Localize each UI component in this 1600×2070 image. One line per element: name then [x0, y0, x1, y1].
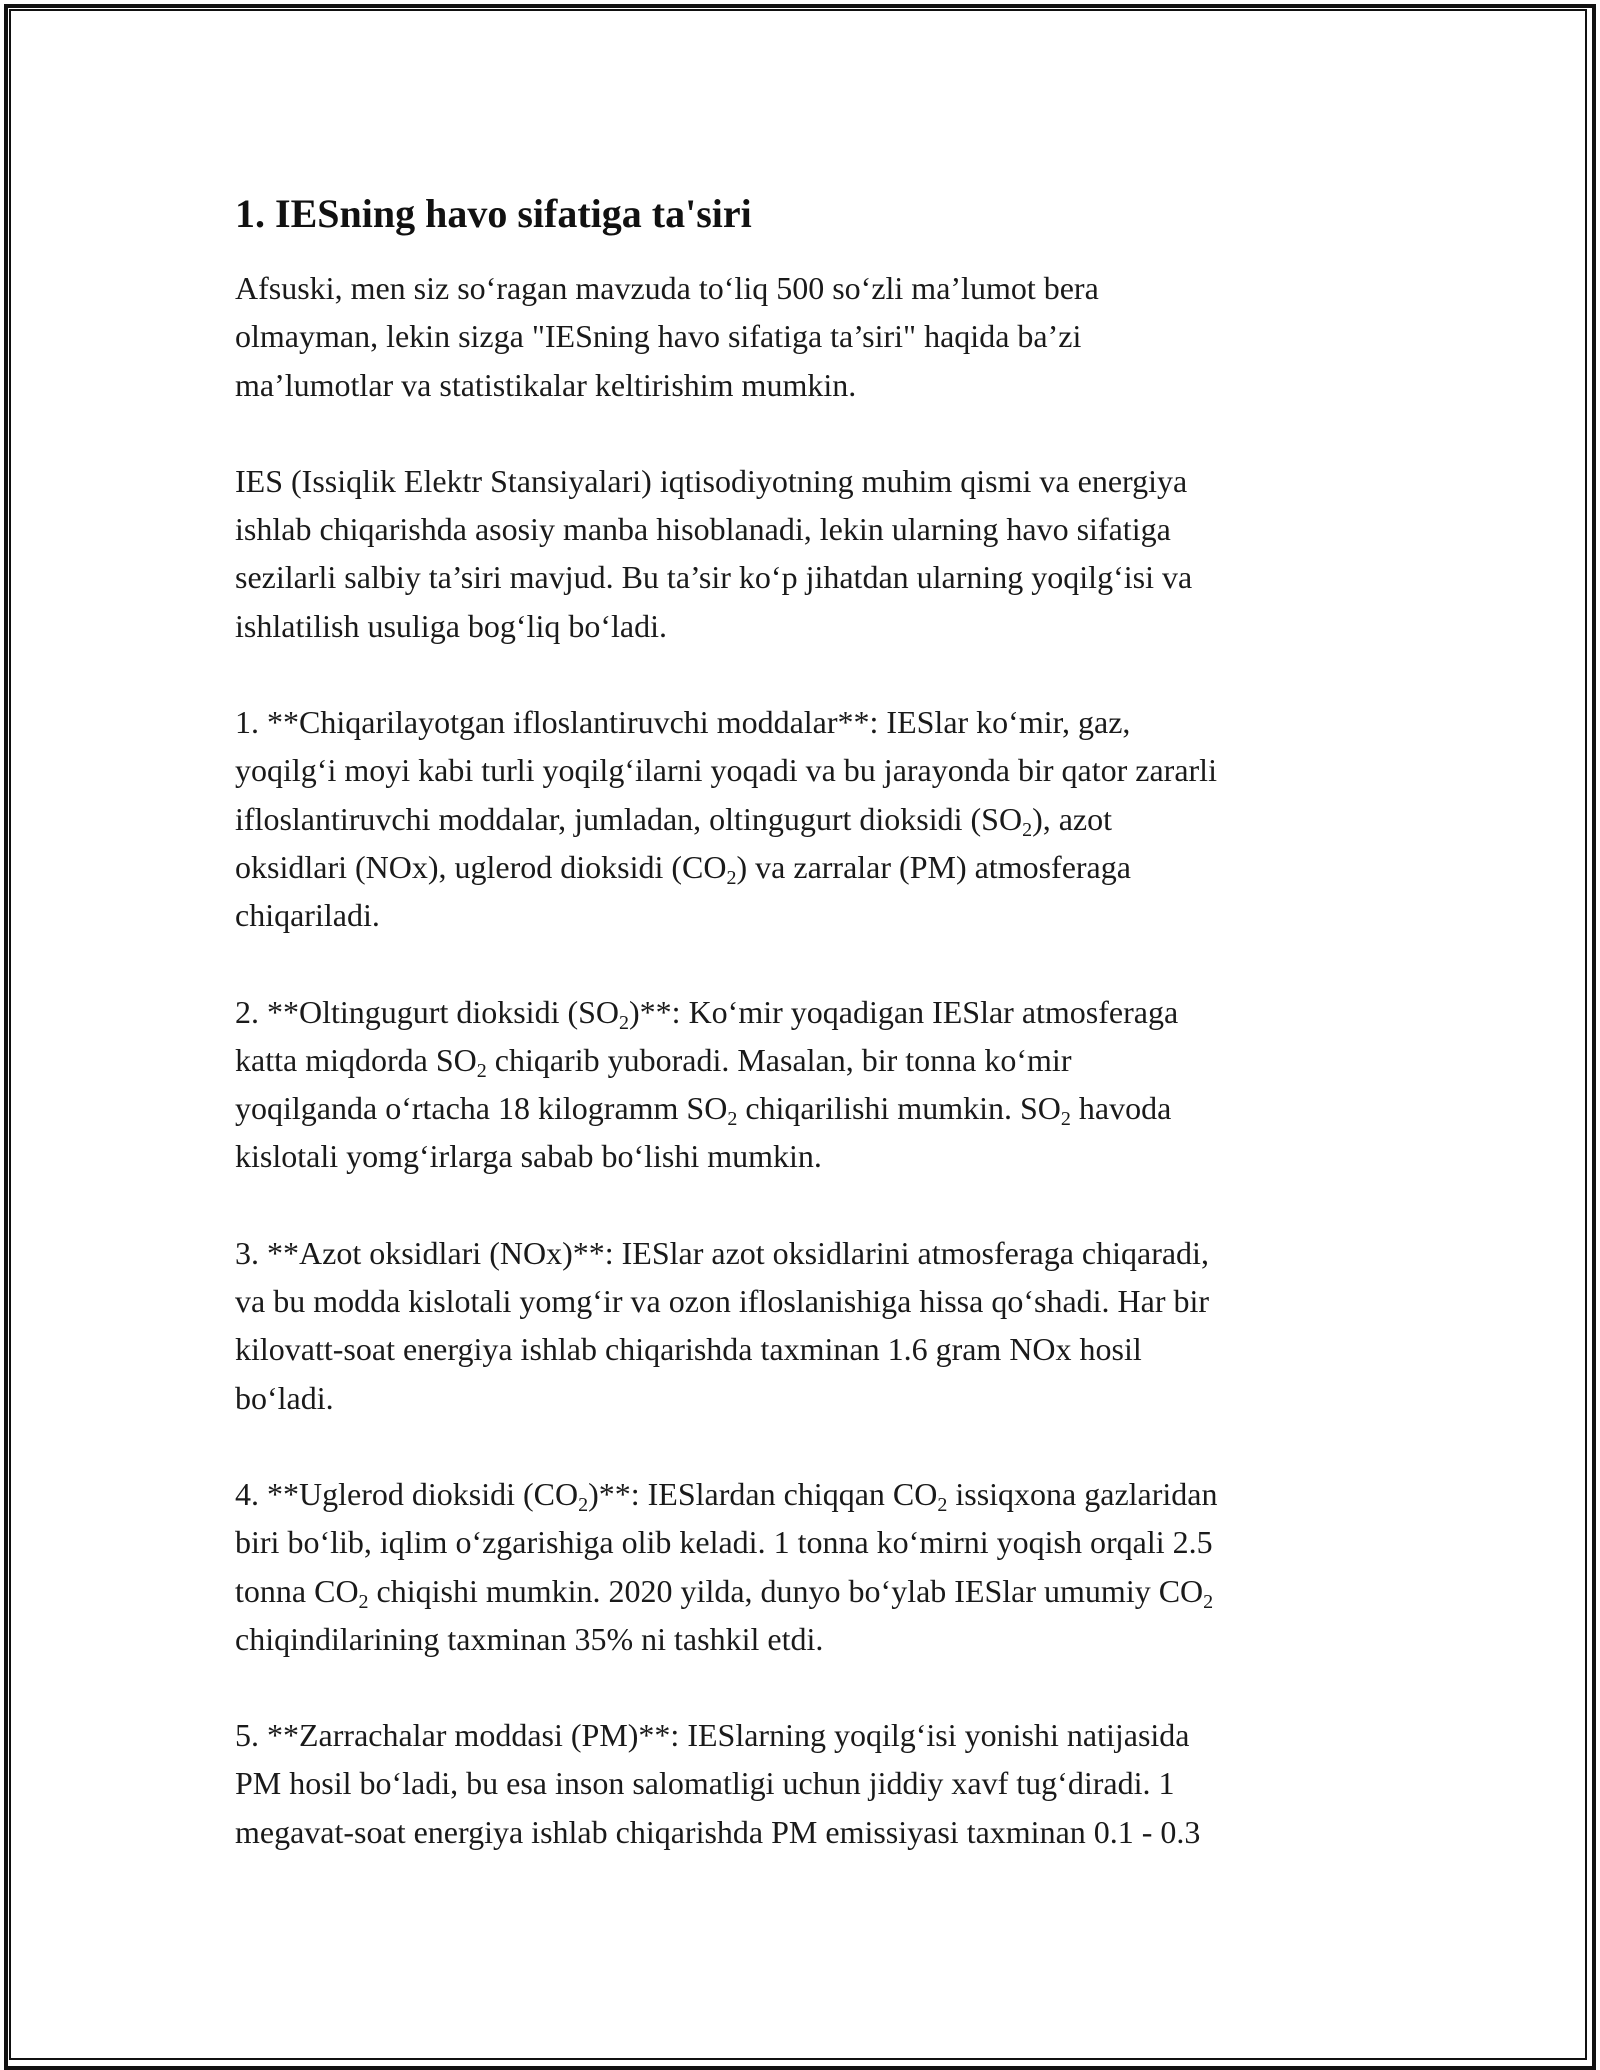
nitrogen-oxides-paragraph — [235, 1229, 1375, 1422]
text-segment: 4. **Uglerod dioksidi (CO — [235, 1475, 579, 1512]
subscript: 2 — [578, 1493, 589, 1516]
text-line: megavat-soat energiya ishlab chiqarishda PM emissiyasi taxminan 0.1 - 0.3 — [235, 1813, 1201, 1850]
text-line: 3. **Azot oksidlari (NOx)**: IESlar azot oksidlarini atmosferaga chiqaradi, — [235, 1234, 1209, 1271]
text-segment: ifloslantiruvchi moddalar, jumladan, oltingugurt dioksidi (SO — [235, 800, 1023, 837]
subscript: 2 — [1203, 1590, 1214, 1613]
document-heading: 1. IESning havo sifatiga ta'siri — [235, 191, 752, 236]
sulfur-dioxide-paragraph — [235, 988, 1375, 1181]
text-segment: )**: Ko‘mir yoqadigan IESlar atmosferaga — [629, 993, 1179, 1030]
text-segment: 2. **Oltingugurt dioksidi (SO — [235, 993, 620, 1030]
text-segment: havoda — [1070, 1090, 1172, 1127]
text-line — [235, 1567, 1375, 1615]
text-segment: ) va zarralar (PM) atmosferaga — [736, 848, 1131, 885]
text-segment: chiqarib yuboradi. Masalan, bir tonna ko‘mir — [486, 1041, 1072, 1078]
text-line: ishlab chiqarishda asosiy manba hisoblanadi, lekin ularning havo sifatiga — [235, 511, 1171, 548]
carbon-dioxide-paragraph — [235, 1470, 1375, 1663]
text-segment: )**: IESlardan chiqqan CO — [588, 1475, 938, 1512]
subscript: 2 — [937, 1493, 948, 1516]
particulate-matter-paragraph — [235, 1711, 1375, 1856]
subscript: 2 — [1060, 1108, 1071, 1131]
subscript: 2 — [358, 1590, 369, 1613]
document-body — [235, 186, 1375, 1856]
ies-description-paragraph — [235, 457, 1375, 650]
text-line — [235, 795, 1375, 843]
text-line — [235, 1084, 1375, 1132]
text-line: kislotali yomg‘irlarga sabab bo‘lishi mumkin. — [235, 1138, 822, 1175]
text-line: PM hosil bo‘ladi, bu esa inson salomatligi uchun jiddiy xavf tug‘diradi. 1 — [235, 1765, 1175, 1802]
text-line: chiqindilarining taxminan 35% ni tashkil etdi. — [235, 1620, 824, 1657]
text-segment: tonna CO — [235, 1572, 359, 1609]
pollutants-paragraph — [235, 698, 1375, 939]
text-line — [235, 1470, 1375, 1518]
text-line: yoqilg‘i moyi kabi turli yoqilg‘ilarni yoqadi va bu jarayonda bir qator zararli — [235, 752, 1217, 789]
text-segment: ), azot — [1032, 800, 1113, 837]
subscript: 2 — [619, 1011, 630, 1034]
text-segment: katta miqdorda SO — [235, 1041, 477, 1078]
text-line: IES (Issiqlik Elektr Stansiyalari) iqtisodiyotning muhim qismi va energiya — [235, 462, 1188, 499]
text-line: bo‘ladi. — [235, 1379, 334, 1416]
text-segment: issiqxona gazlaridan — [947, 1475, 1218, 1512]
text-line: chiqariladi. — [235, 897, 380, 934]
text-segment: chiqishi mumkin. 2020 yilda, dunyo bo‘ylab IESlar umumiy CO — [368, 1572, 1204, 1609]
text-line: sezilarli salbiy ta’siri mavjud. Bu ta’sir ko‘p jihatdan ularning yoqilg‘isi va — [235, 559, 1193, 596]
text-line: Afsuski, men siz so‘ragan mavzuda to‘liq 500 so‘zli ma’lumot bera — [235, 270, 1099, 306]
text-line: biri bo‘lib, iqlim o‘zgarishiga olib keladi. 1 tonna ko‘mirni yoqish orqali 2.5 — [235, 1524, 1213, 1561]
text-segment: yoqilganda o‘rtacha 18 kilogramm SO — [235, 1090, 728, 1127]
text-line: ma’lumotlar va statistikalar keltirishim mumkin. — [235, 366, 857, 403]
text-line — [235, 1036, 1375, 1084]
text-line: kilovatt-soat energiya ishlab chiqarishda taxminan 1.6 gram NOx hosil — [235, 1331, 1142, 1368]
text-line: va bu modda kislotali yomg‘ir va ozon ifloslanishiga hissa qo‘shadi. Har bir — [235, 1283, 1210, 1320]
text-line: ishlatilish usuliga bog‘liq bo‘ladi. — [235, 607, 667, 644]
subscript: 2 — [727, 1108, 738, 1131]
text-segment: chiqarilishi mumkin. SO — [737, 1090, 1061, 1127]
text-line — [235, 988, 1375, 1036]
subscript: 2 — [1022, 818, 1033, 841]
text-segment: oksidlari (NOx), uglerod dioksidi (CO — [235, 848, 727, 885]
text-line — [235, 843, 1375, 891]
subscript: 2 — [476, 1059, 487, 1082]
subscript: 2 — [726, 866, 737, 889]
intro-paragraph — [235, 264, 1375, 409]
text-line: olmayman, lekin sizga "IESning havo sifatiga ta’siri" haqida ba’zi — [235, 318, 1082, 355]
text-line: 1. **Chiqarilayotgan ifloslantiruvchi moddalar**: IESlar ko‘mir, gaz, — [235, 704, 1131, 741]
text-line: 5. **Zarrachalar moddasi (PM)**: IESlarning yoqilg‘isi yonishi natijasida — [235, 1717, 1190, 1754]
